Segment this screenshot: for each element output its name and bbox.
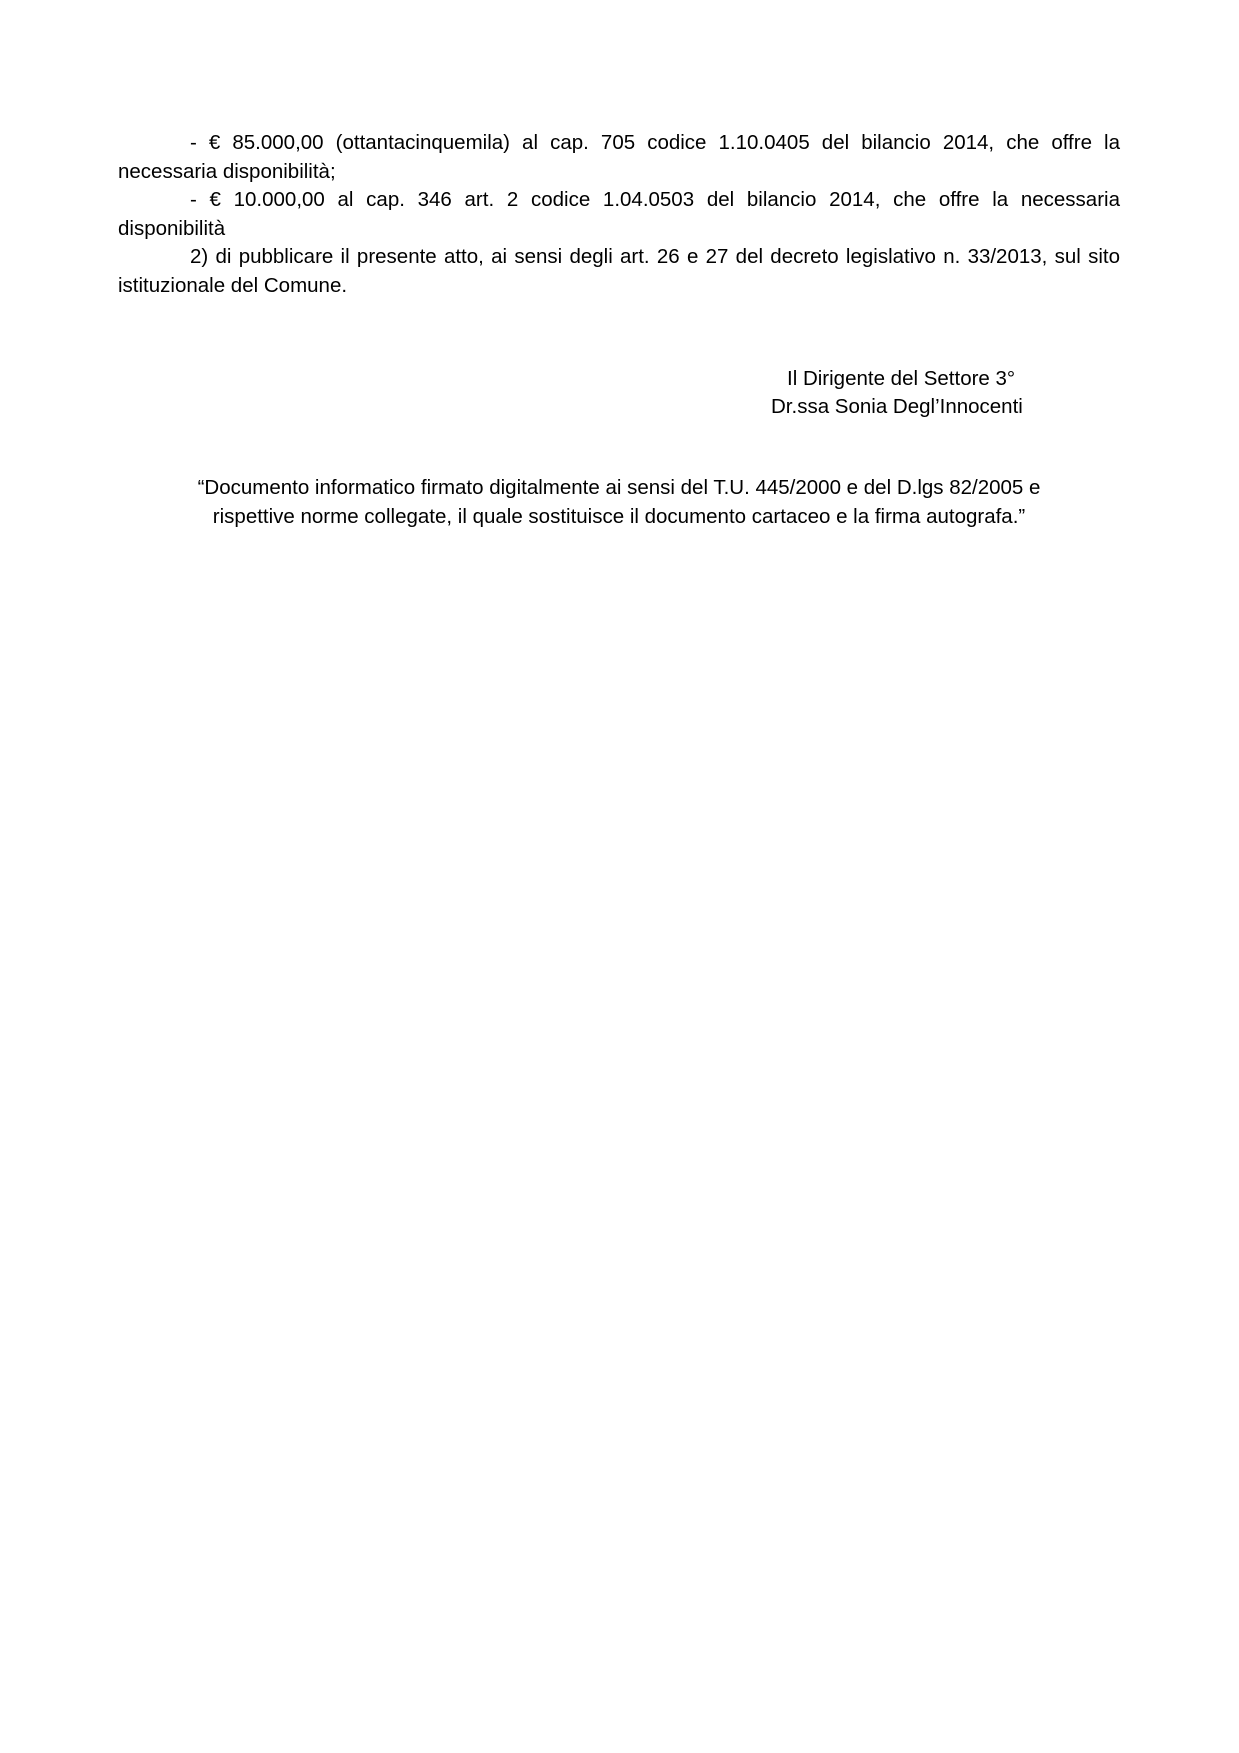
body-text (118, 129, 1120, 300)
paragraph-allocation-cap-346: - € 10.000,00 al cap. 346 art. 2 codice 1.04.0503 del bilancio 2014, che offre la necessaria disponibilità (118, 188, 1120, 240)
notice-line-2: rispettive norme collegate, il quale sostituisce il documento cartaceo e la firma autografa.” (212, 504, 1026, 528)
signatory-name: Dr.ssa Sonia Degl’Innocenti (771, 395, 1023, 418)
notice-line-1: “Documento informatico firmato digitalmente ai sensi del T.U. 445/2000 e del D.lgs 82/2005 e (197, 476, 1041, 499)
paragraph-allocation-cap-705: - € 85.000,00 (ottantacinquemila) al cap. 705 codice 1.10.0405 del bilancio 2014, che offre la necessaria disponibilità; (118, 131, 1120, 183)
digital-signature-notice (118, 474, 1120, 531)
paragraph-publication: 2) di pubblicare il presente atto, ai sensi degli art. 26 e 27 del decreto legislativo n. 33/2013, sul sito istituzionale del Comune. (118, 245, 1120, 297)
signature-block (720, 365, 1140, 421)
signatory-role: Il Dirigente del Settore 3° (787, 367, 1016, 390)
